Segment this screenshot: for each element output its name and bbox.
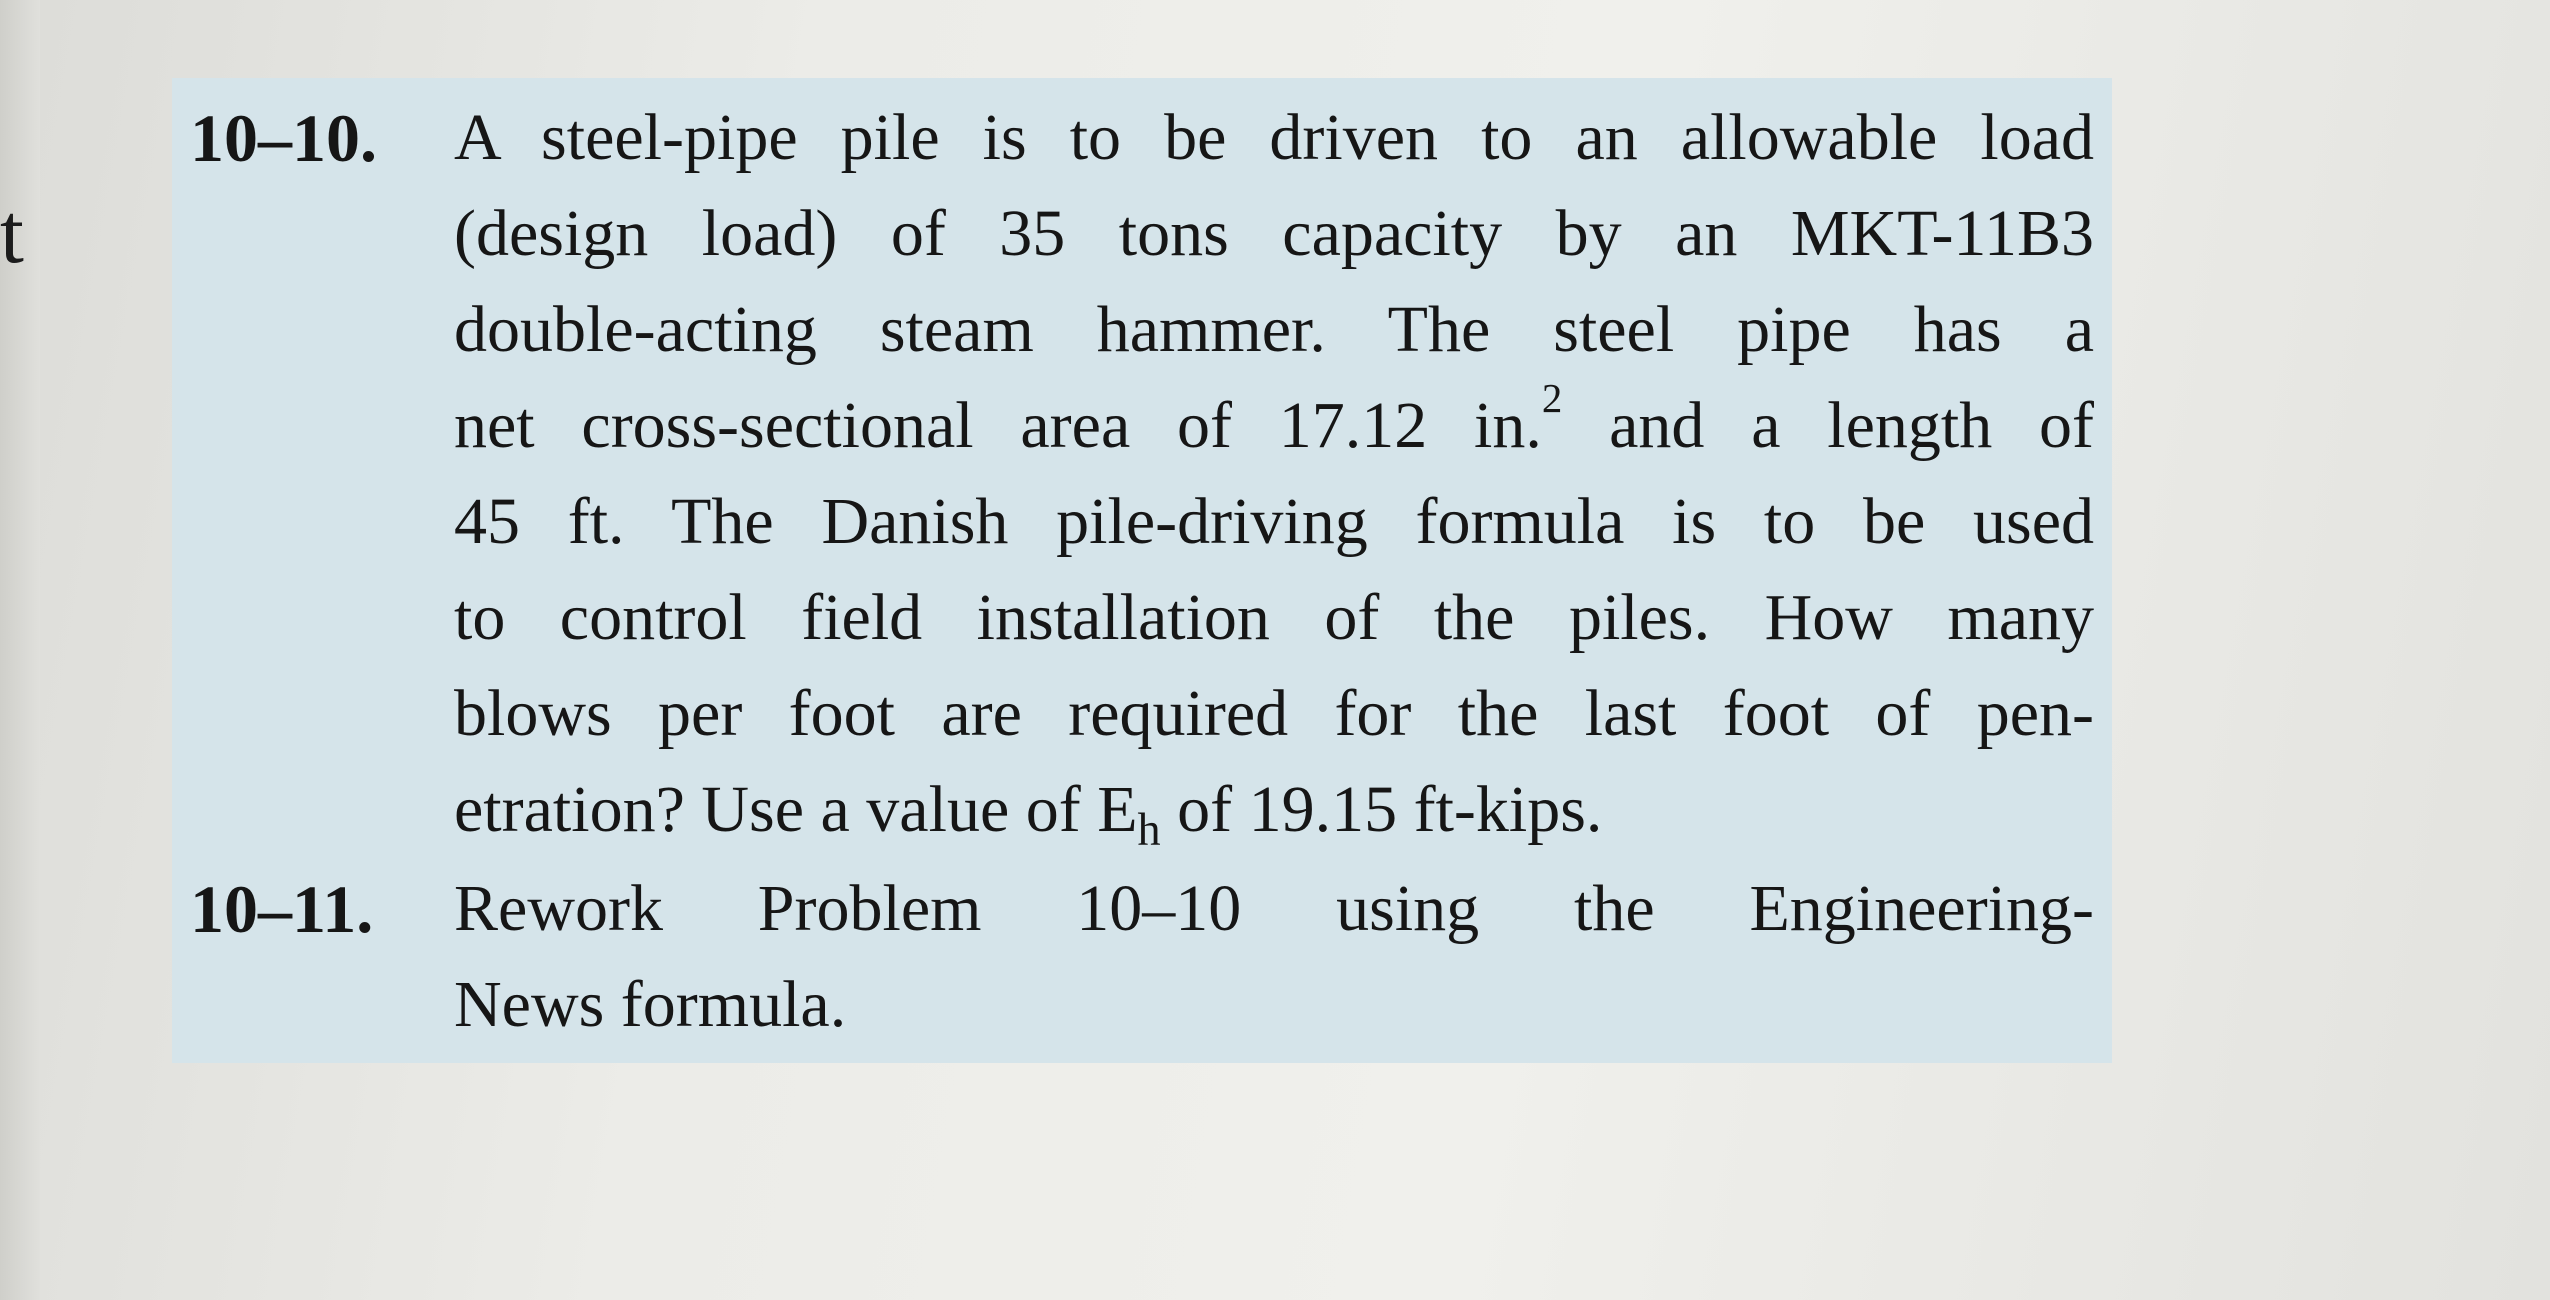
problem-text-line: (design load) of 35 tons capacity by an MKT-11B3 xyxy=(454,197,2094,270)
problem-text-line: News formula. xyxy=(454,968,847,1041)
problem-number: 10–11. xyxy=(190,871,374,947)
subscript: h xyxy=(1137,803,1161,855)
problem-text-line: A steel-pipe pile is to be driven to an allowable load xyxy=(454,101,2094,174)
text-segment: net cross-sectional area of 17.12 in. xyxy=(454,389,1542,462)
problem-box xyxy=(172,78,2112,1063)
problem-text-line: blows per foot are required for the last foot of pen- xyxy=(454,677,2094,750)
text-segment: of 19.15 ft-kips. xyxy=(1160,773,1603,846)
problem-text-line: to control field installation of the piles. How many xyxy=(454,581,2094,654)
problem-number: 10–10. xyxy=(190,100,377,176)
text-segment: and a length of xyxy=(1562,389,2094,462)
superscript: 2 xyxy=(1541,376,1563,422)
problem-text-line: double-acting steam hammer. The steel pipe has a xyxy=(454,293,2094,366)
margin-text-fragment: t xyxy=(0,185,24,281)
problem-text-line xyxy=(454,762,2094,858)
text-segment: etration? Use a value of E xyxy=(454,773,1138,846)
problem-text-line xyxy=(454,378,2094,474)
problem-text-line: 45 ft. The Danish pile-driving formula is to be used xyxy=(454,485,2094,558)
problem-text-line: Rework Problem 10–10 using the Engineering- xyxy=(454,872,2094,945)
